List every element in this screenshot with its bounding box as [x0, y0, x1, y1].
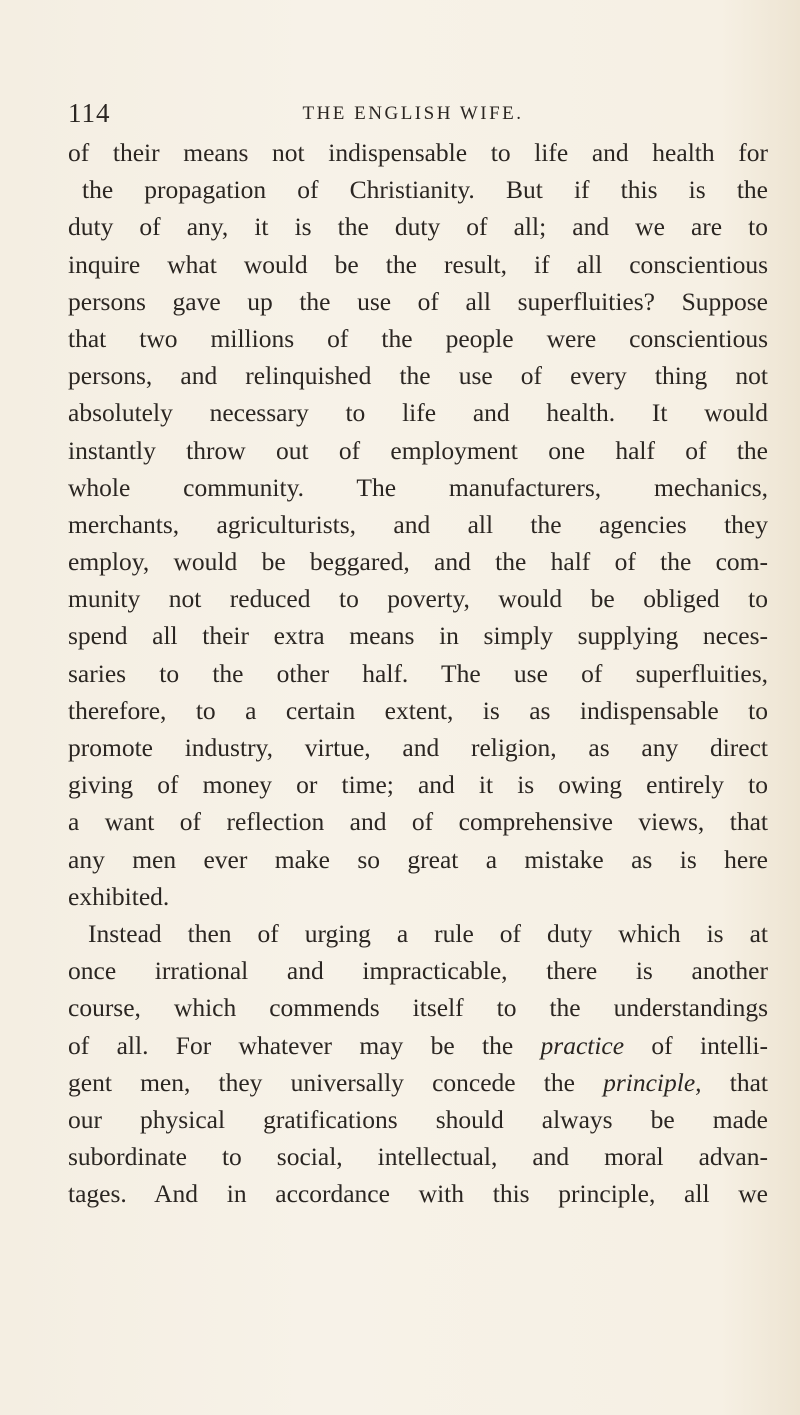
page-number: 114 — [68, 98, 111, 128]
text-line: absolutely necessary to life and health. It would — [68, 398, 768, 428]
text-line: course, which commends itself to the understandings — [68, 993, 768, 1023]
text-line: once irrational and impracticable, there is another — [68, 956, 768, 986]
text-line: that two millions of the people were conscientious — [68, 323, 768, 353]
text-line: therefore, to a certain extent, is as indispensable to — [68, 695, 768, 725]
body-text — [68, 134, 768, 1212]
text-segment: that — [701, 1067, 768, 1097]
text-line: Instead then of urging a rule of duty which is at — [88, 918, 768, 948]
text-line: exhibited. — [68, 881, 170, 911]
text-line: instantly throw out of employment one half of the — [68, 435, 768, 465]
text-line: employ, would be beggared, and the half of the com- — [68, 547, 768, 577]
page-header — [68, 98, 768, 138]
text-line: persons gave up the use of all superfluities? Suppose — [68, 286, 768, 316]
text-line: spend all their extra means in simply supplying neces- — [68, 621, 768, 651]
text-line: a want of reflection and of comprehensive views, that — [68, 807, 768, 837]
text-line: whole community. The manufacturers, mechanics, — [68, 472, 768, 502]
text-line-with-italic — [68, 1064, 768, 1101]
text-line: of their means not indispensable to life and health for — [68, 138, 768, 167]
text-line: persons, and relinquished the use of every thing not — [68, 361, 768, 391]
text-line-with-italic — [68, 1027, 768, 1064]
text-line: promote industry, virtue, and religion, as any direct — [68, 733, 768, 762]
italic-word: principle, — [603, 1067, 702, 1097]
text-line: the propagation of Christianity. But if this is the — [82, 175, 768, 205]
text-line: our physical gratifications should always be made — [68, 1104, 768, 1134]
text-line: saries to the other half. The use of superfluities, — [68, 658, 768, 688]
text-segment: of all. For whatever may be the — [68, 1030, 541, 1060]
text-line: inquire what would be the result, if all conscientious — [68, 249, 768, 279]
italic-word: practice — [540, 1030, 625, 1060]
text-line: merchants, agriculturists, and all the agencies they — [68, 509, 768, 539]
running-title: THE ENGLISH WIFE. — [302, 103, 524, 124]
text-line: duty of any, it is the duty of all; and we are to — [68, 212, 768, 242]
text-line: any men ever make so great a mistake as is here — [68, 844, 768, 874]
text-line: subordinate to social, intellectual, and moral advan- — [68, 1142, 768, 1172]
text-line: tages. And in accordance with this principle, all we — [68, 1179, 768, 1209]
text-segment: of intelli- — [624, 1030, 768, 1060]
text-line: munity not reduced to poverty, would be obliged to — [68, 584, 768, 614]
text-segment: gent men, they universally concede the — [68, 1067, 604, 1097]
text-line: giving of money or time; and it is owing entirely to — [68, 770, 768, 800]
